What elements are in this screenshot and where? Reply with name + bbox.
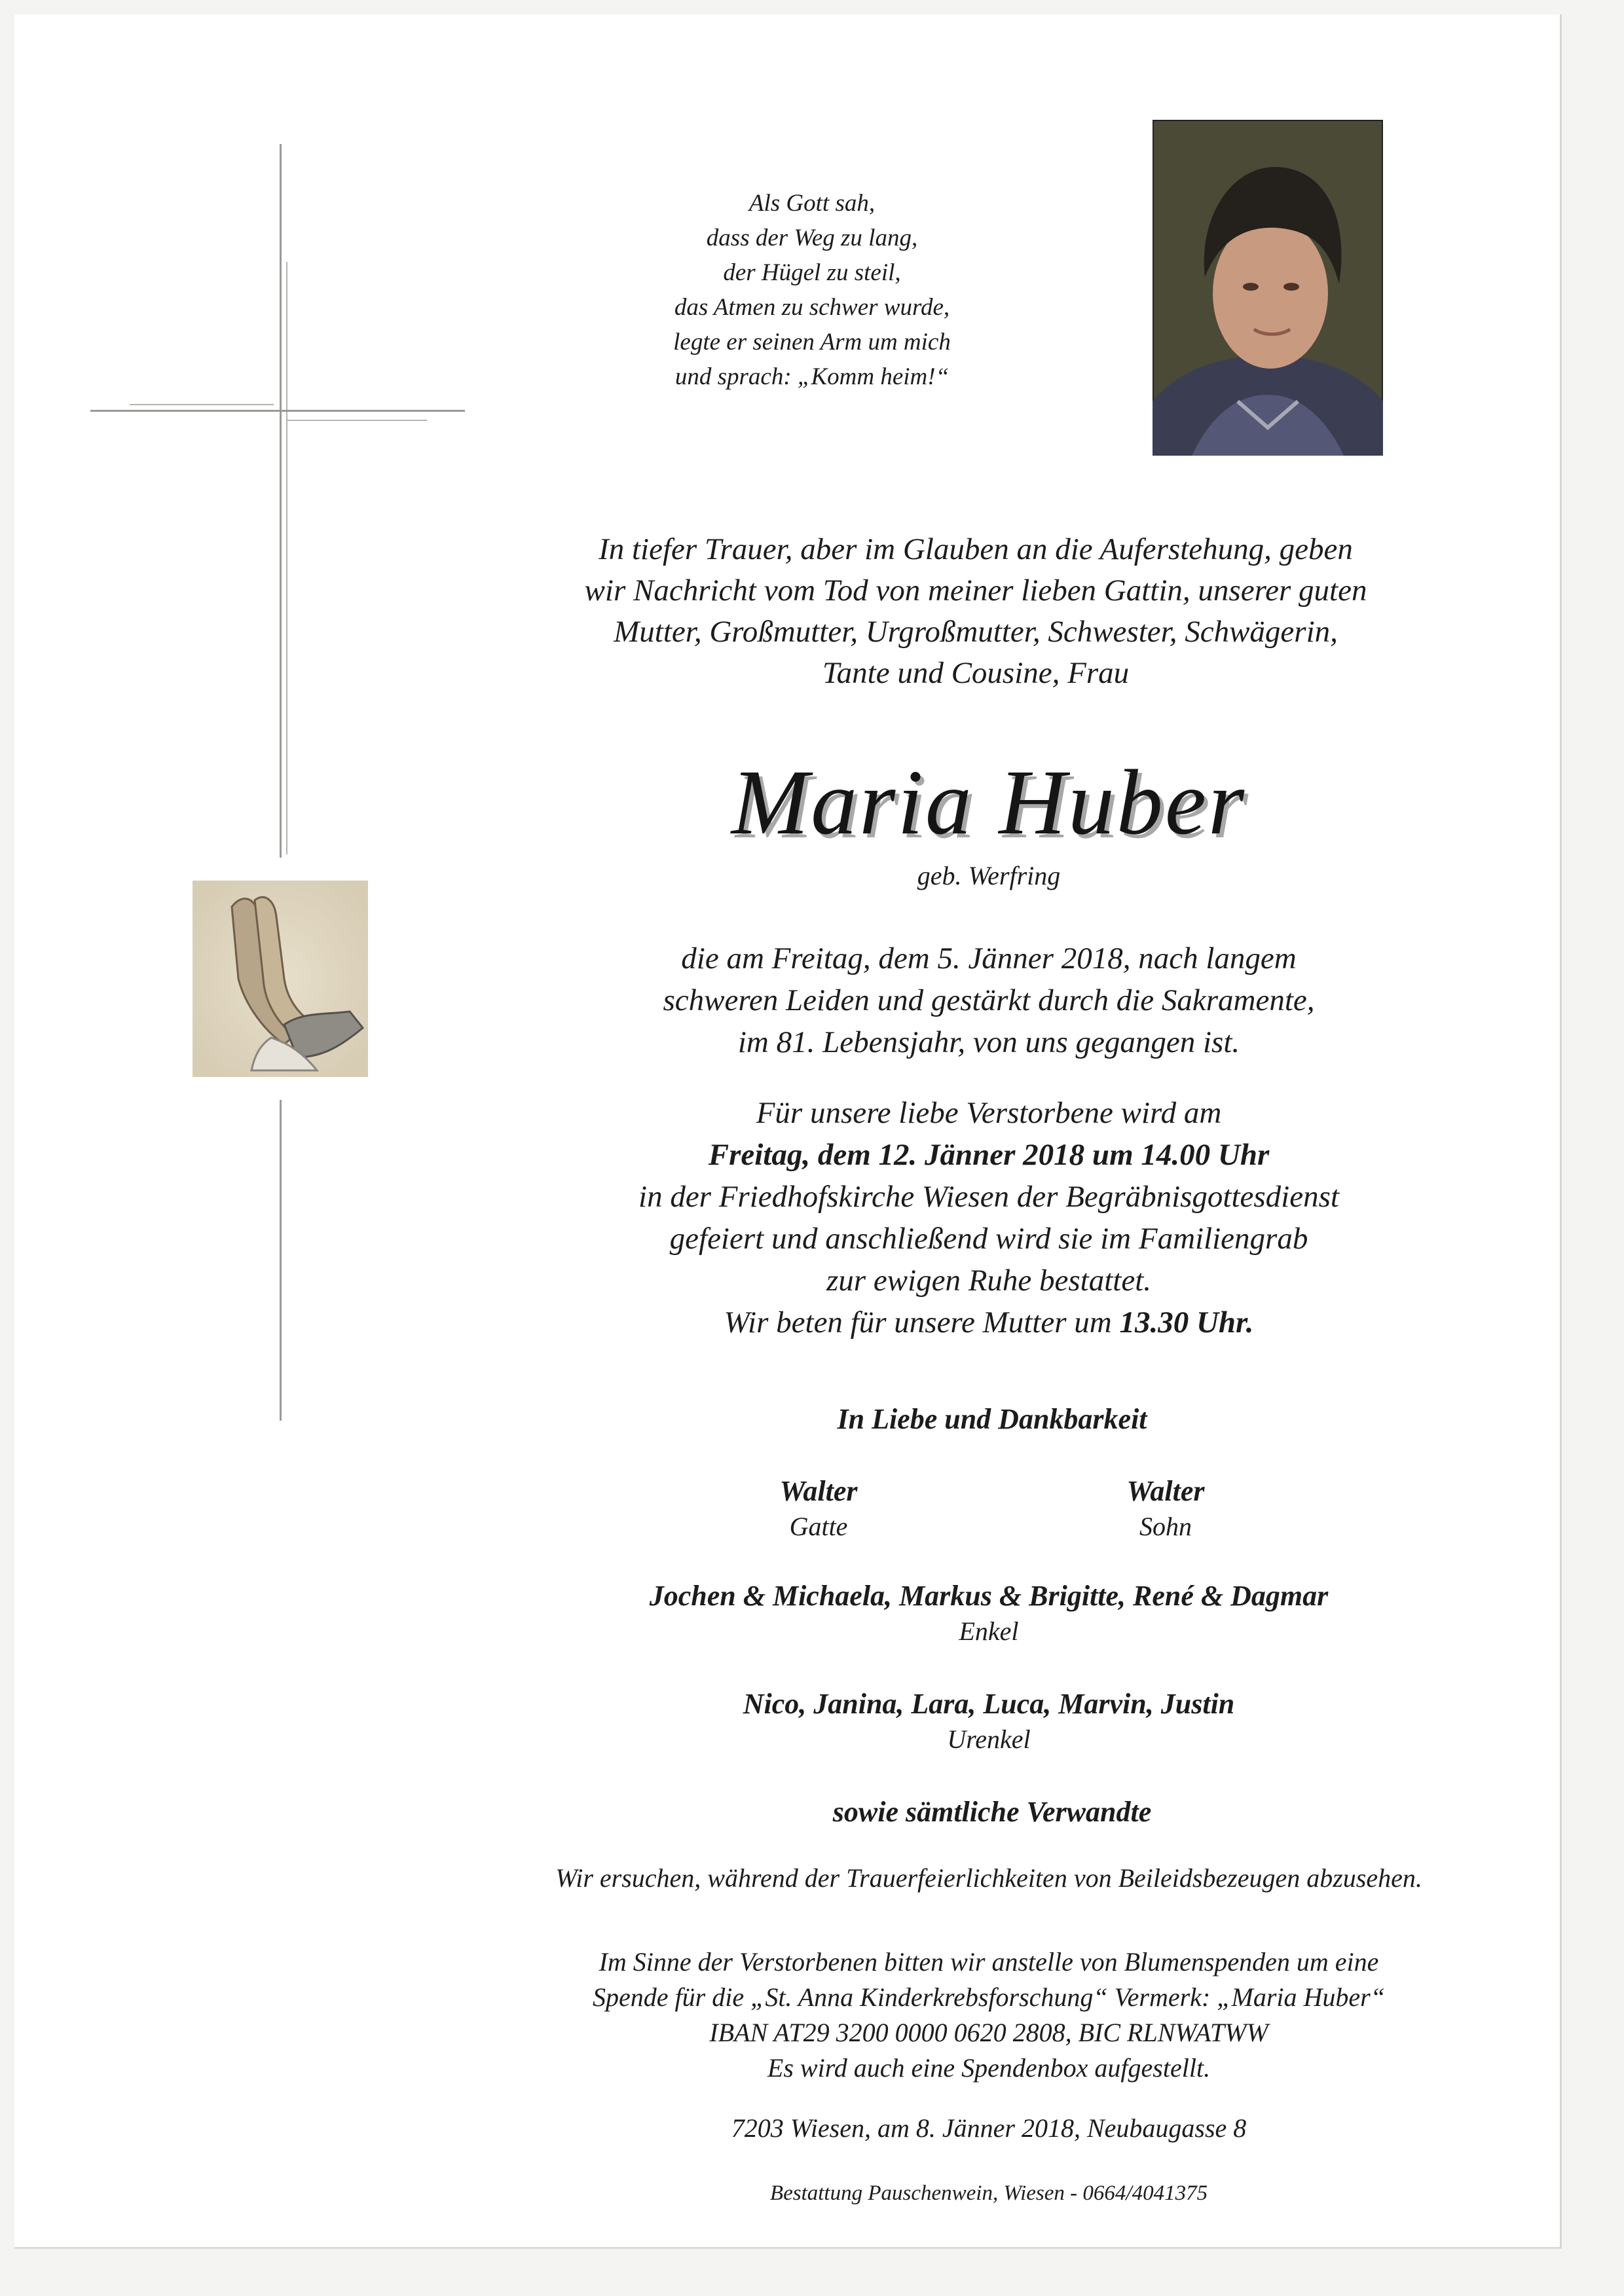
service-line: in der Friedhofskirche Wiesen der Begräbnisgottesdienst xyxy=(638,1180,1339,1214)
great-grandchildren-names: Nico, Janina, Lara, Luca, Marvin, Justin xyxy=(743,1688,1235,1720)
funeral-service xyxy=(524,1092,1454,1343)
poem-line: der Hügel zu steil, xyxy=(723,259,901,286)
son-name: Walter xyxy=(1126,1475,1205,1507)
donation-line: IBAN AT29 3200 0000 0620 2808, BIC RLNWATWW xyxy=(709,2018,1268,2047)
prayer-text: Wir beten für unsere Mutter um xyxy=(724,1305,1120,1339)
mourner-great-grandchildren xyxy=(589,1686,1388,1757)
spouse-name: Walter xyxy=(779,1475,858,1507)
death-notice xyxy=(563,938,1414,1063)
poem-line: und sprach: „Komm heim!“ xyxy=(674,363,950,390)
death-line: im 81. Lebensjahr, von uns gegangen ist. xyxy=(737,1025,1240,1059)
condolence-request: Wir ersuchen, während der Trauerfeierlichkeiten von Beileidsbezeugen abzusehen. xyxy=(555,1863,1422,1893)
intro-line: In tiefer Trauer, aber im Glauben an die Auferstehung, geben xyxy=(599,532,1353,566)
donation-line: Im Sinne der Verstorbenen bitten wir anstelle von Blumenspenden um eine xyxy=(599,1947,1379,1977)
spouse-role: Gatte xyxy=(789,1512,848,1541)
undertaker: Bestattung Pauschenwein, Wiesen - 0664/4041375 xyxy=(769,2181,1208,2205)
grandchildren-names: Jochen & Michaela, Markus & Brigitte, René & Dagmar xyxy=(649,1580,1329,1612)
intro-line: Mutter, Großmutter, Urgroßmutter, Schwester, Schwägerin, xyxy=(614,615,1338,649)
mourner-grandchildren xyxy=(498,1578,1480,1649)
donation-line: Es wird auch eine Spendenbox aufgestellt. xyxy=(767,2053,1211,2083)
mourners-heading: In Liebe und Dankbarkeit xyxy=(837,1403,1147,1435)
mourner-spouse xyxy=(707,1473,930,1544)
poem-line: das Atmen zu schwer wurde, xyxy=(674,294,950,321)
poem xyxy=(576,186,1048,394)
place-date: 7203 Wiesen, am 8. Jänner 2018, Neubaugasse 8 xyxy=(731,2113,1247,2143)
poem-line: dass der Weg zu lang, xyxy=(706,225,918,251)
service-line: Für unsere liebe Verstorbene wird am xyxy=(756,1096,1222,1130)
poem-line: Als Gott sah, xyxy=(748,190,876,217)
prayer-time: 13.30 Uhr. xyxy=(1119,1305,1254,1339)
service-date: Freitag, dem 12. Jänner 2018 um 14.00 Uhr xyxy=(708,1138,1270,1172)
birth-name: geb. Werfring xyxy=(917,861,1061,890)
son-role: Sohn xyxy=(1139,1512,1192,1541)
donation-notice xyxy=(498,1944,1480,2086)
donation-line: Spende für die „St. Anna Kinderkrebsforschung“ Vermerk: „Maria Huber“ xyxy=(593,1982,1385,2012)
poem-line: legte er seinen Arm um mich xyxy=(673,329,951,355)
service-line: gefeiert und anschließend wird sie im Familiengrab xyxy=(669,1222,1308,1256)
intro-line: wir Nachricht vom Tod von meiner lieben Gattin, unserer guten xyxy=(584,574,1367,608)
relatives: sowie sämtliche Verwandte xyxy=(832,1796,1152,1828)
deceased-name: Maria Huber xyxy=(731,750,1247,854)
service-line: zur ewigen Ruhe bestattet. xyxy=(826,1264,1152,1298)
prayer-line xyxy=(524,1302,1454,1343)
mourner-son xyxy=(1054,1473,1277,1544)
praying-hands-icon xyxy=(193,881,368,1077)
great-grandchildren-role: Urenkel xyxy=(947,1724,1031,1754)
death-line: die am Freitag, dem 5. Jänner 2018, nach langem xyxy=(681,941,1297,975)
portrait-photo xyxy=(1153,120,1383,456)
intro-line: Tante und Cousine, Frau xyxy=(822,656,1130,690)
death-line: schweren Leiden und gestärkt durch die Sakramente, xyxy=(663,983,1315,1017)
grandchildren-role: Enkel xyxy=(959,1616,1019,1646)
intro-text xyxy=(511,529,1441,694)
